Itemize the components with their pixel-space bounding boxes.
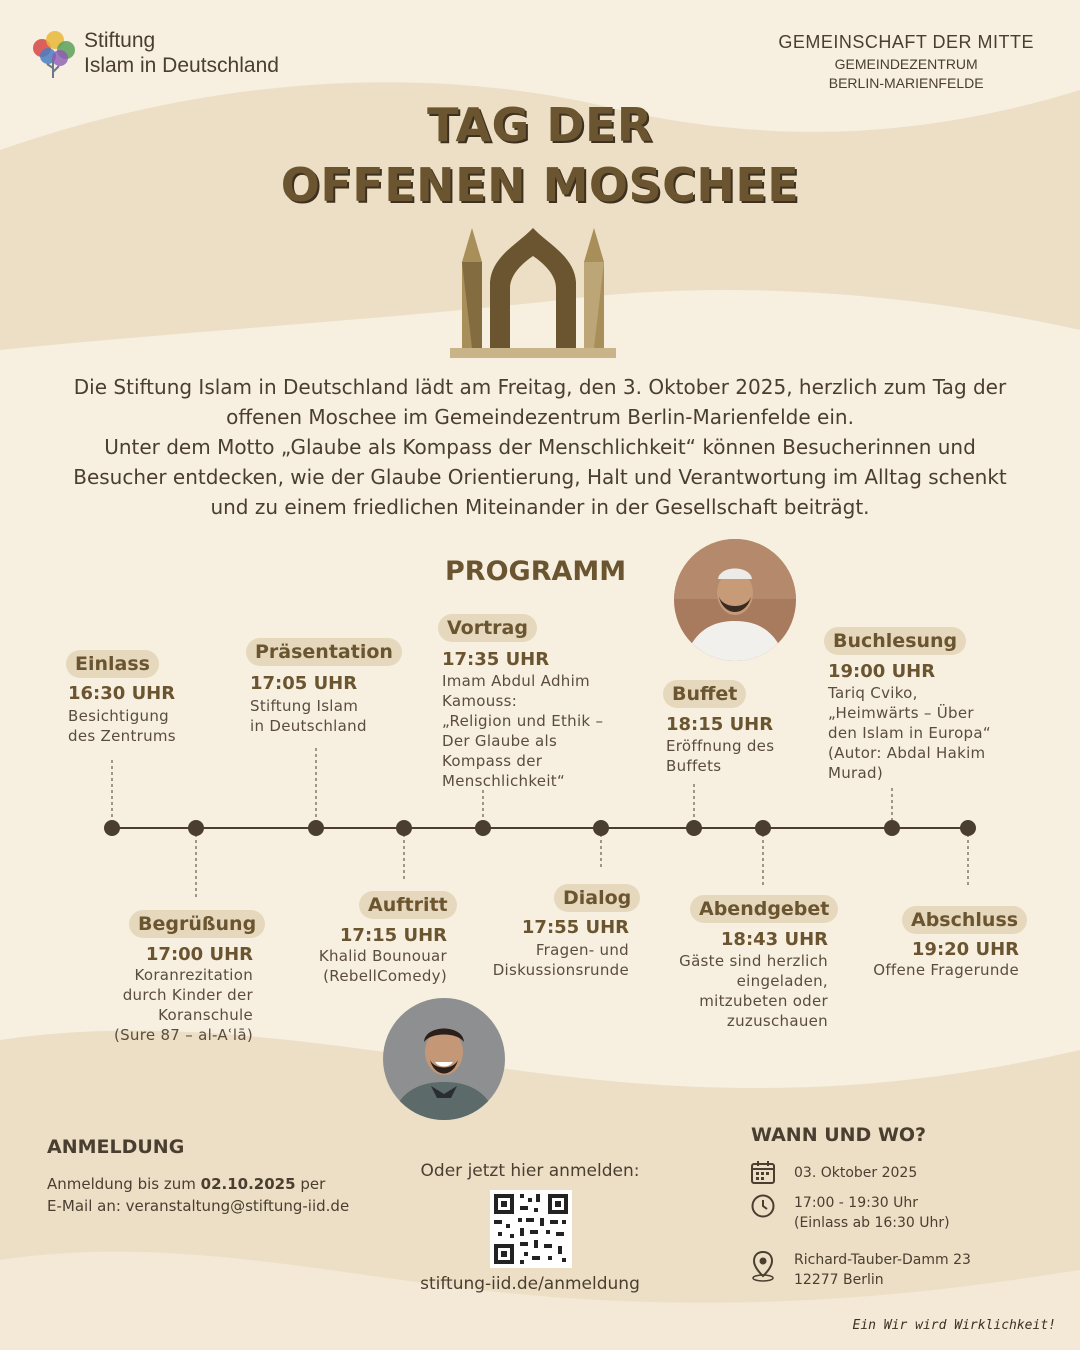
intro-line5: und zu einem friedlichen Miteinander in der Gesellschaft beiträgt. [210,495,870,519]
desc-line: durch Kinder der [122,986,253,1004]
desc-line: (Sure 87 – al-Aʿlā) [113,1026,253,1044]
desc-line: (RebellComedy) [323,967,447,985]
event-dialog-name: Dialog [554,884,640,912]
desc-line: Stiftung Islam [250,697,359,715]
event-auftritt-desc [286,946,447,986]
qr-code[interactable] [490,1190,572,1268]
event-address [794,1250,971,1290]
event-abendgebet-time: 18:43 UHR [720,929,828,950]
speaker-photo-imam [674,539,796,661]
desc-line: Khalid Bounouar [318,947,447,965]
info-time [750,1193,950,1233]
timeline-dot-buffet [686,820,702,836]
event-vortrag-desc [442,671,603,791]
event-einlass-time: 16:30 UHR [68,683,176,704]
org-line2: Islam in Deutschland [84,54,279,77]
event-abendgebet-desc [650,951,828,1031]
when-where-heading: WANN UND WO? [751,1124,927,1146]
event-date: 03. Oktober 2025 [794,1165,918,1181]
registration-url[interactable]: stiftung-iid.de/anmeldung [420,1274,640,1294]
community-logo [778,32,1034,91]
title-line1: TAG DER [427,98,653,152]
registration-heading: ANMELDUNG [47,1136,185,1158]
event-time [794,1193,950,1233]
event-abschluss-time: 19:20 UHR [911,939,1019,960]
desc-line: Menschlichkeit“ [442,772,566,790]
tree-logo-icon [28,28,78,80]
desc-line: zuzuschauen [726,1012,828,1030]
desc-line: den Islam in Europa“ [828,724,991,742]
qr-label: Oder jetzt hier anmelden: [420,1161,640,1181]
desc-line: mitzubeten oder [699,992,828,1010]
event-dialog-desc [460,940,629,980]
desc-line: eingeladen, [736,972,828,990]
stiftung-logo [28,28,279,80]
center-name: GEMEINDEZENTRUM [834,56,978,72]
desc-line: Besichtigung [68,707,169,725]
desc-line: Offene Fragerunde [873,961,1019,979]
event-buffet-desc [666,736,774,776]
mosque-arch-icon [448,222,618,358]
event-buffet-name: Buffet [663,680,746,708]
event-buffet-time: 18:15 UHR [666,714,774,735]
registration-prefix: Anmeldung bis zum [47,1175,201,1193]
registration-email[interactable]: E-Mail an: veranstaltung@stiftung-iid.de [47,1197,350,1215]
event-dialog-time: 17:55 UHR [521,917,629,938]
event-buchlesung-desc [828,683,991,783]
event-auftritt-time: 17:15 UHR [339,925,447,946]
desc-line: Buffets [666,757,722,775]
stiftung-name [84,28,279,78]
desc-line: Diskussionsrunde [492,961,629,979]
event-praesentation-name: Präsentation [246,638,402,666]
timeline-dot-auftritt [396,820,412,836]
desc-line: in Deutschland [250,717,367,735]
event-entry-time: (Einlass ab 16:30 Uhr) [794,1215,950,1231]
event-einlass-desc [68,706,176,746]
event-vortrag-name: Vortrag [438,614,537,642]
location-pin-icon [750,1250,776,1282]
title-line2: OFFENEN MOSCHEE [280,158,800,212]
desc-line: Fragen- und [535,941,629,959]
event-abschluss-name: Abschluss [902,906,1027,934]
calendar-icon [750,1160,776,1184]
timeline-dot-einlass [104,820,120,836]
desc-line: Kompass der [442,752,543,770]
intro-line4: Besucher entdecken, wie der Glaube Orientierung, Halt und Verantwortung im Alltag schenkt [73,465,1007,489]
desc-line: Tariq Cviko, [828,684,918,702]
desc-line: Der Glaube als [442,732,558,750]
info-location [750,1250,971,1290]
desc-line: Eröffnung des [666,737,775,755]
event-buchlesung-time: 19:00 UHR [828,661,936,682]
desc-line: Koranschule [158,1006,253,1024]
address-street: Richard-Tauber-Damm 23 [794,1252,971,1268]
info-date [750,1160,917,1184]
desc-line: Murad) [828,764,883,782]
event-vortrag-time: 17:35 UHR [442,649,550,670]
intro-line3: Unter dem Motto „Glaube als Kompass der Menschlichkeit“ können Besucherinnen und [104,435,976,459]
desc-line: (Autor: Abdal Hakim [828,744,986,762]
event-auftritt-name: Auftritt [359,891,457,919]
event-einlass-name: Einlass [66,650,159,678]
event-abendgebet-name: Abendgebet [690,895,838,923]
registration-suffix: per [295,1175,326,1193]
intro-text [30,372,1050,522]
timeline-dot-buchlesung [884,820,900,836]
address-city: 12277 Berlin [794,1272,884,1288]
desc-line: Gäste sind herzlich [679,952,828,970]
event-praesentation-desc [250,696,367,736]
org-line1: Stiftung [84,29,156,52]
desc-line: Kamouss: [442,692,518,710]
timeline-dot-vortrag [475,820,491,836]
center-location: BERLIN-MARIENFELDE [828,75,984,91]
event-time-range: 17:00 - 19:30 Uhr [794,1195,918,1211]
event-buchlesung-name: Buchlesung [824,627,966,655]
clock-icon [750,1193,776,1219]
timeline-dot-praesentation [308,820,324,836]
event-begruessung-name: Begrüßung [129,910,265,938]
desc-line: des Zentrums [68,727,176,745]
event-begruessung-time: 17:00 UHR [145,944,253,965]
registration-deadline: 02.10.2025 [200,1175,296,1193]
desc-line: Koranrezitation [134,966,253,984]
community-name: GEMEINSCHAFT DER MITTE [778,32,1034,52]
timeline-dot-dialog [593,820,609,836]
event-praesentation-time: 17:05 UHR [250,673,358,694]
timeline-dot-abendgebet [755,820,771,836]
timeline-dot-abschluss [960,820,976,836]
event-abschluss-desc [850,960,1019,980]
event-begruessung-desc [90,965,253,1045]
timeline-dot-begruessung [188,820,204,836]
slogan: Ein Wir wird Wirklichkeit! [852,1318,1056,1333]
speaker-photo-comedian [383,998,505,1120]
desc-line: „Heimwärts – Über [828,704,974,722]
desc-line: Imam Abdul Adhim [442,672,590,690]
program-heading: PROGRAMM [445,556,627,587]
desc-line: „Religion und Ethik – [442,712,604,730]
intro-line1: Die Stiftung Islam in Deutschland lädt am Freitag, den 3. Oktober 2025, herzlich zum Tag der [73,375,1007,399]
intro-line2: offenen Moschee im Gemeindezentrum Berlin-Marienfelde ein. [226,405,854,429]
